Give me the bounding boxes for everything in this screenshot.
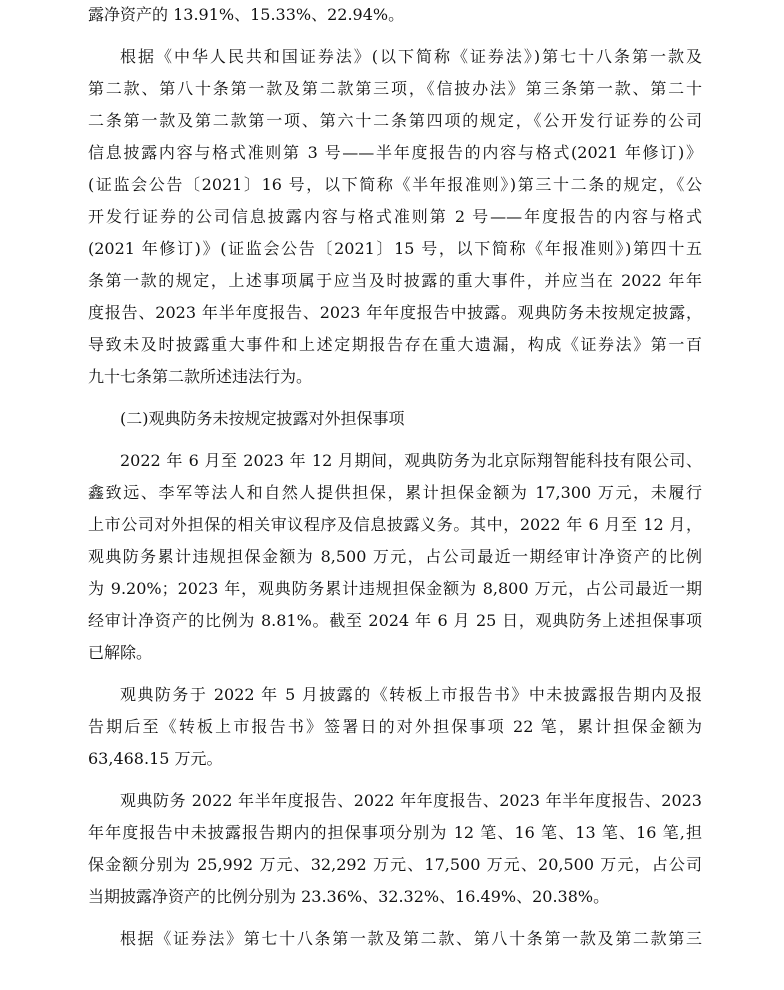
text-line: (2021 年修订)》(证监会公告〔2021〕15 号，以下简称《年报准则》)第四十五 bbox=[88, 239, 702, 258]
text-line: 鑫致远、李军等法人和自然人提供担保，累计担保金额为 17,300 万元，未履行 bbox=[88, 483, 702, 502]
text-line: 经审计净资产的比例为 8.81%。截至 2024 年 6 月 25 日，观典防务上述担保事项 bbox=[88, 611, 702, 630]
text-line: 为 9.20%；2023 年，观典防务累计违规担保金额为 8,800 万元，占公司最近一期 bbox=[88, 579, 702, 598]
text-line: 第二款、第八十条第一款及第二款第三项，《信披办法》第三条第一款、第二十 bbox=[88, 79, 702, 98]
text-line: 度报告、2023 年半年度报告、2023 年年度报告中披露。观典防务未按规定披露， bbox=[88, 303, 702, 322]
text-line: 观典防务 2022 年半年度报告、2022 年年度报告、2023 年半年度报告、2023 bbox=[120, 791, 702, 810]
text-line: 露净资产的 13.91%、15.33%、22.94%。 bbox=[88, 5, 405, 24]
text-line: 年年度报告中未披露报告期内的担保事项分别为 12 笔、16 笔、13 笔、16 笔,担 bbox=[88, 823, 702, 842]
text-line: 九十七条第二款所述违法行为。 bbox=[88, 367, 313, 386]
text-line: 63,468.15 万元。 bbox=[88, 749, 223, 768]
text-line: 2022 年 6 月至 2023 年 12 月期间，观典防务为北京际翔智能科技有限公司、 bbox=[120, 451, 702, 470]
text-line: 二条第一款及第二款第一项、第六十二条第四项的规定，《公开发行证券的公司 bbox=[88, 111, 702, 130]
text-line: 开发行证券的公司信息披露内容与格式准则第 2 号——年度报告的内容与格式 bbox=[88, 207, 702, 226]
paragraph-legal-basis-2 bbox=[88, 923, 702, 955]
text-line: 上市公司对外担保的相关审议程序及信息披露义务。其中，2022 年 6 月至 12 月， bbox=[88, 515, 702, 534]
paragraph-listing-report bbox=[88, 679, 702, 775]
section-heading bbox=[88, 403, 702, 435]
text-line: (证监会公告〔2021〕16 号，以下简称《半年报准则》)第三十二条的规定，《公 bbox=[88, 175, 702, 194]
text-line: 观典防务累计违规担保金额为 8,500 万元，占公司最近一期经审计净资产的比例 bbox=[88, 547, 702, 566]
text-line: 观典防务于 2022 年 5 月披露的《转板上市报告书》中未披露报告期内及报 bbox=[120, 685, 702, 704]
text-line: 当期披露净资产的比例分别为 23.36%、32.32%、16.49%、20.38%。 bbox=[88, 887, 610, 906]
document-page bbox=[88, 0, 702, 965]
paragraph-legal-basis bbox=[88, 41, 702, 393]
text-line: 导致未及时披露重大事件和上述定期报告存在重大遗漏，构成《证券法》第一百 bbox=[88, 335, 702, 354]
paragraph-periodic-reports bbox=[88, 785, 702, 913]
text-line: 信息披露内容与格式准则第 3 号——半年度报告的内容与格式(2021 年修订)》 bbox=[88, 143, 702, 162]
paragraph-guarantees bbox=[88, 445, 702, 669]
paragraph-continuation bbox=[88, 0, 702, 31]
text-line: 根据《中华人民共和国证券法》(以下简称《证券法》)第七十八条第一款及 bbox=[120, 47, 702, 66]
text-line: 告期后至《转板上市报告书》签署日的对外担保事项 22 笔，累计担保金额为 bbox=[88, 717, 702, 736]
text-line: 保金额分别为 25,992 万元、32,292 万元、17,500 万元、20,500 万元，占公司 bbox=[88, 855, 702, 874]
heading-text: (二)观典防务未按规定披露对外担保事项 bbox=[120, 409, 405, 428]
text-line: 已解除。 bbox=[88, 643, 153, 662]
text-line: 根据《证券法》第七十八条第一款及第二款、第八十条第一款及第二款第三 bbox=[120, 929, 702, 948]
text-line: 条第一款的规定，上述事项属于应当及时披露的重大事件，并应当在 2022 年年 bbox=[88, 271, 702, 290]
